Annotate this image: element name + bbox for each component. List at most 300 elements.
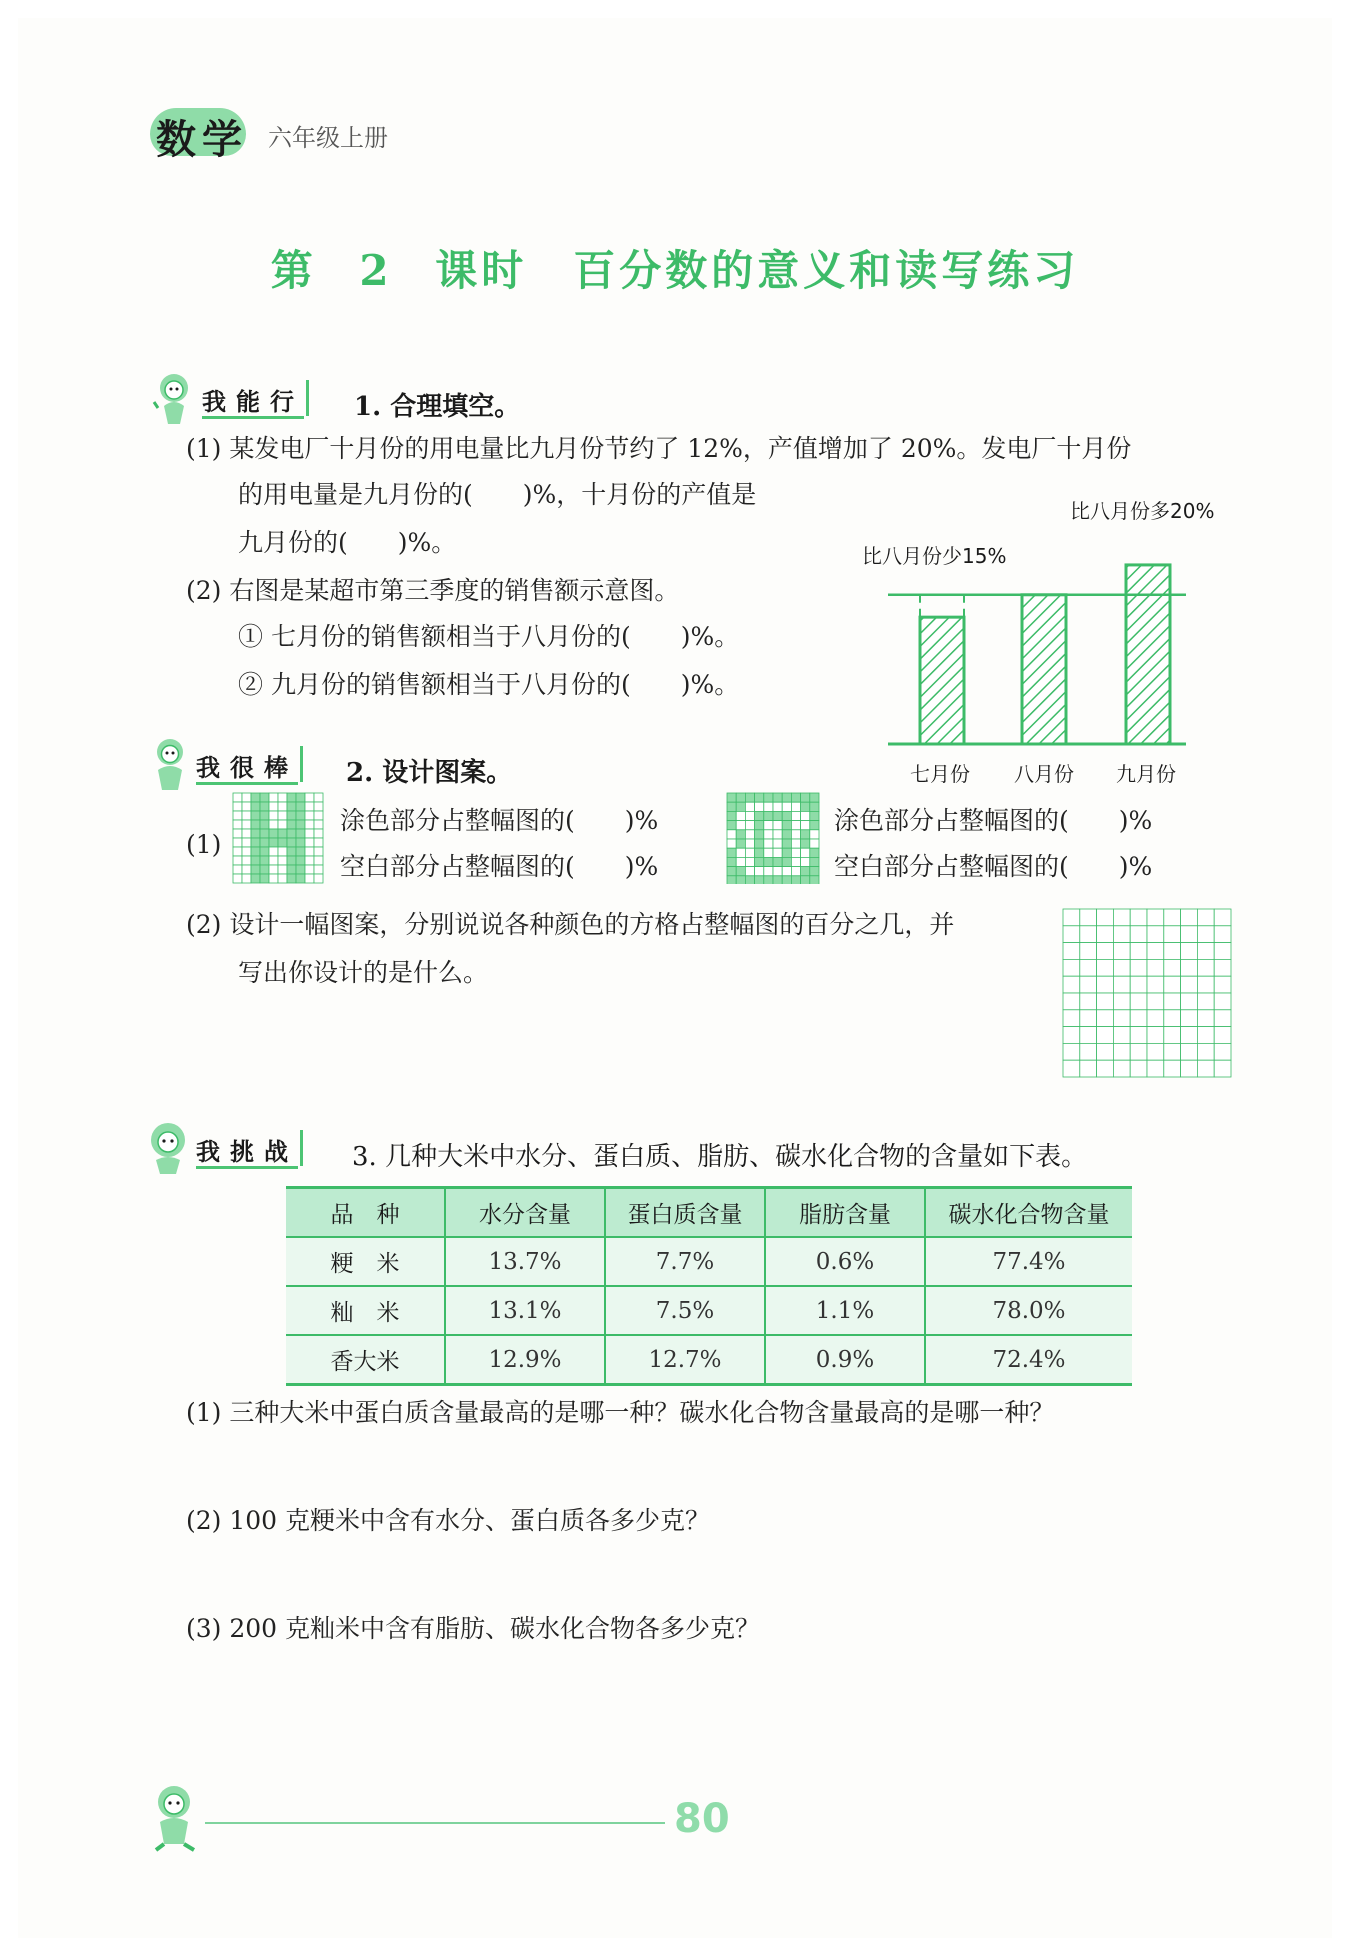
grid-cell <box>287 856 296 865</box>
grid-cell <box>801 811 810 820</box>
grid-cell <box>1164 1043 1181 1060</box>
grid-cell <box>233 856 242 865</box>
grid-cell <box>251 865 260 874</box>
grid-cell <box>810 821 819 830</box>
grid-cell <box>242 820 251 829</box>
grid-cell <box>736 802 745 811</box>
q2-p1-label: (1) <box>186 830 222 859</box>
pattern-b-grid <box>726 792 820 884</box>
right-blank-text: 空白部分占整幅图的( )% <box>834 852 1153 881</box>
grid-cell <box>233 811 242 820</box>
grid-cell <box>251 847 260 856</box>
grid-cell <box>269 820 278 829</box>
grid-cell <box>260 856 269 865</box>
grid-cell <box>1130 1060 1147 1077</box>
section-underline <box>202 416 304 419</box>
grid-cell <box>764 830 773 839</box>
grid-cell <box>1197 926 1214 943</box>
mascot-icon <box>150 368 200 426</box>
rice-table <box>286 1186 1132 1386</box>
table-cell: 13.7% <box>445 1237 605 1286</box>
grid-cell <box>745 802 754 811</box>
grid-cell <box>745 839 754 848</box>
grid-cell <box>1097 1060 1114 1077</box>
grid-cell <box>1063 959 1080 976</box>
grid-cell <box>278 829 287 838</box>
grid-cell <box>745 830 754 839</box>
table-row <box>286 1335 1132 1385</box>
grid-cell <box>736 821 745 830</box>
grid-cell <box>287 802 296 811</box>
grid-cell <box>791 876 800 884</box>
grid-cell <box>810 811 819 820</box>
grid-cell <box>755 811 764 820</box>
grid-cell <box>1147 1060 1164 1077</box>
grid-cell <box>1147 976 1164 993</box>
grid-cell <box>305 838 314 847</box>
section-badge-1 <box>150 378 320 422</box>
grid-cell <box>791 802 800 811</box>
grid-cell <box>801 802 810 811</box>
grid-cell <box>764 867 773 876</box>
grid-cell <box>791 867 800 876</box>
grid-cell <box>1147 926 1164 943</box>
table-cell: 0.9% <box>765 1335 925 1385</box>
grid-cell <box>1197 1043 1214 1060</box>
grid-cell <box>251 793 260 802</box>
grid-cell <box>1164 976 1181 993</box>
grid-cell <box>1080 926 1097 943</box>
grid-cell <box>764 876 773 884</box>
grid-cell <box>1181 959 1198 976</box>
grid-cell <box>233 820 242 829</box>
grid-cell <box>1164 926 1181 943</box>
grid-cell <box>1214 943 1231 960</box>
grid-cell <box>305 811 314 820</box>
grid-cell <box>773 848 782 857</box>
grid-cell <box>1113 943 1130 960</box>
grid-cell <box>773 821 782 830</box>
grid-cell <box>764 857 773 866</box>
grid-cell <box>810 857 819 866</box>
grid-cell <box>296 856 305 865</box>
grid-cell <box>1113 976 1130 993</box>
grid-cell <box>773 857 782 866</box>
grid-cell <box>801 830 810 839</box>
grid-cell <box>745 857 754 866</box>
mascot-icon <box>144 734 194 792</box>
grid-cell <box>233 874 242 883</box>
grid-cell <box>764 839 773 848</box>
grid-cell <box>287 838 296 847</box>
grid-cell <box>791 811 800 820</box>
grid-cell <box>242 865 251 874</box>
left-blank-text: 空白部分占整幅图的( )% <box>340 852 659 881</box>
grid-cell <box>1063 909 1080 926</box>
grid-cell <box>314 865 323 874</box>
grid-cell <box>1080 943 1097 960</box>
q2-p2-line1: (2) 设计一幅图案，分别说说各种颜色的方格占整幅图的百分之几，并 <box>186 910 955 939</box>
grid-cell <box>1130 1027 1147 1044</box>
grid-cell <box>233 865 242 874</box>
grid-cell <box>1113 1043 1130 1060</box>
section-badge-2 <box>144 744 314 788</box>
grid-cell <box>269 802 278 811</box>
q3-sub3: (3) 200 克籼米中含有脂肪、碳水化合物各多少克？ <box>186 1614 761 1643</box>
grid-cell <box>1130 926 1147 943</box>
grid-cell <box>791 839 800 848</box>
grid-cell <box>1181 976 1198 993</box>
grid-cell <box>1181 1010 1198 1027</box>
grid-cell <box>1063 976 1080 993</box>
grid-cell <box>260 838 269 847</box>
grid-cell <box>745 848 754 857</box>
grid-cell <box>260 793 269 802</box>
grid-cell <box>773 839 782 848</box>
grid-cell <box>305 874 314 883</box>
grid-cell <box>296 802 305 811</box>
grid-cell <box>1113 909 1130 926</box>
grid-cell <box>727 811 736 820</box>
grid-cell <box>233 847 242 856</box>
grid-cell <box>1197 943 1214 960</box>
grid-cell <box>251 874 260 883</box>
grid-cell <box>1214 976 1231 993</box>
grid-cell <box>755 839 764 848</box>
grid-cell <box>764 848 773 857</box>
table-cell: 72.4% <box>925 1335 1132 1385</box>
grid-cell <box>782 876 791 884</box>
grid-cell <box>260 829 269 838</box>
grid-cell <box>287 847 296 856</box>
grid-cell <box>782 848 791 857</box>
q1-p2-line3: ② 九月份的销售额相当于八月份的( )%。 <box>238 670 740 699</box>
grid-cell <box>764 793 773 802</box>
table-cell: 1.1% <box>765 1286 925 1335</box>
tick-label-aug: 八月份 <box>1014 762 1074 786</box>
grid-cell <box>782 811 791 820</box>
grid-cell <box>260 874 269 883</box>
grid-cell <box>1097 1043 1114 1060</box>
q1-title: 1. 合理填空。 <box>354 392 521 422</box>
grid-cell <box>727 867 736 876</box>
grid-cell <box>801 857 810 866</box>
grid-cell <box>1080 993 1097 1010</box>
grid-cell <box>287 811 296 820</box>
grid-cell <box>296 793 305 802</box>
grid-cell <box>791 793 800 802</box>
grid-cell <box>305 793 314 802</box>
grid-cell <box>801 821 810 830</box>
tick-label-sept: 九月份 <box>1116 762 1176 786</box>
grid-cell <box>791 848 800 857</box>
grid-cell <box>801 876 810 884</box>
grid-cell <box>773 811 782 820</box>
table-header: 碳水化合物含量 <box>925 1188 1132 1238</box>
grid-cell <box>1080 1060 1097 1077</box>
grid-cell <box>1063 1043 1080 1060</box>
grid-cell <box>305 865 314 874</box>
grid-cell <box>1197 909 1214 926</box>
grid-cell <box>755 830 764 839</box>
grid-cell <box>745 793 754 802</box>
grid-cell <box>278 865 287 874</box>
grid-cell <box>242 793 251 802</box>
q3-sub1: (1) 三种大米中蛋白质含量最高的是哪一种？碳水化合物含量最高的是哪一种？ <box>186 1398 1055 1427</box>
grid-cell <box>278 874 287 883</box>
bar-1 <box>920 617 964 744</box>
grid-cell <box>1097 1027 1114 1044</box>
grid-cell <box>1080 959 1097 976</box>
grid-cell <box>314 820 323 829</box>
table-cell: 7.7% <box>605 1237 765 1286</box>
section-label: 我能行 <box>202 388 304 416</box>
section-divider <box>306 380 309 416</box>
grid-cell <box>1197 1027 1214 1044</box>
annotation-july: 比八月份少15% <box>862 544 1007 568</box>
grid-cell <box>251 856 260 865</box>
grid-cell <box>233 802 242 811</box>
grid-cell <box>278 820 287 829</box>
grid-cell <box>260 820 269 829</box>
design-grid[interactable] <box>1062 908 1232 1078</box>
grid-cell <box>242 856 251 865</box>
grid-cell <box>1214 1027 1231 1044</box>
grid-cell <box>1197 993 1214 1010</box>
section-underline <box>196 1166 298 1169</box>
grid-cell <box>736 839 745 848</box>
grid-cell <box>773 830 782 839</box>
grid-cell <box>1097 976 1114 993</box>
grid-cell <box>1113 993 1130 1010</box>
grid-cell <box>1130 909 1147 926</box>
grid-cell <box>782 821 791 830</box>
grid-cell <box>1080 1027 1097 1044</box>
grid-cell <box>296 820 305 829</box>
grid-cell <box>269 847 278 856</box>
grid-cell <box>260 865 269 874</box>
grid-cell <box>251 829 260 838</box>
grid-cell <box>1080 1043 1097 1060</box>
grid-cell <box>810 839 819 848</box>
grid-cell <box>810 802 819 811</box>
grid-cell <box>251 811 260 820</box>
grid-cell <box>1181 1060 1198 1077</box>
grid-cell <box>1214 1043 1231 1060</box>
grid-cell <box>1214 909 1231 926</box>
grid-cell <box>314 811 323 820</box>
grid-cell <box>736 793 745 802</box>
q3-title: 3. 几种大米中水分、蛋白质、脂肪、碳水化合物的含量如下表。 <box>352 1142 1088 1172</box>
section-label: 我很棒 <box>196 754 298 782</box>
grid-cell <box>773 793 782 802</box>
grid-cell <box>278 856 287 865</box>
grid-cell <box>755 857 764 866</box>
grid-cell <box>782 867 791 876</box>
grid-cell <box>1063 943 1080 960</box>
grid-cell <box>782 839 791 848</box>
bar-2 <box>1022 595 1066 744</box>
grid-cell <box>278 847 287 856</box>
grid-cell <box>782 830 791 839</box>
table-cell: 78.0% <box>925 1286 1132 1335</box>
grid-cell <box>1147 959 1164 976</box>
grid-cell <box>287 874 296 883</box>
grid-cell <box>278 838 287 847</box>
grid-cell <box>727 793 736 802</box>
grid-cell <box>287 865 296 874</box>
grid-cell <box>810 876 819 884</box>
grid-cell <box>314 802 323 811</box>
grid-cell <box>1147 943 1164 960</box>
grid-cell <box>1197 1010 1214 1027</box>
left-colored-text: 涂色部分占整幅图的( )% <box>340 806 659 835</box>
grid-cell <box>305 829 314 838</box>
grid-cell <box>791 857 800 866</box>
grid-cell <box>755 848 764 857</box>
grid-cell <box>782 802 791 811</box>
grid-cell <box>727 830 736 839</box>
grid-cell <box>314 847 323 856</box>
grid-cell <box>296 865 305 874</box>
grid-cell <box>269 829 278 838</box>
page-number: 80 <box>674 1796 730 1842</box>
grid-cell <box>1113 959 1130 976</box>
grid-cell <box>260 811 269 820</box>
grid-cell <box>1164 993 1181 1010</box>
grid-cell <box>251 820 260 829</box>
grid-cell <box>1147 1010 1164 1027</box>
grid-cell <box>773 867 782 876</box>
table-cell: 77.4% <box>925 1237 1132 1286</box>
grid-cell <box>1063 926 1080 943</box>
grid-cell <box>269 838 278 847</box>
grid-cell <box>1080 909 1097 926</box>
grid-cell <box>1164 959 1181 976</box>
grid-cell <box>736 857 745 866</box>
grid-cell <box>1130 993 1147 1010</box>
grid-cell <box>755 876 764 884</box>
table-cell: 籼 米 <box>286 1286 445 1335</box>
grid-cell <box>727 802 736 811</box>
grid-cell <box>1097 1010 1114 1027</box>
table-header: 蛋白质含量 <box>605 1188 765 1238</box>
grid-cell <box>314 829 323 838</box>
lesson-title: 第 2 课时 百分数的意义和读写练习 <box>270 246 1080 295</box>
grid-cell <box>1130 976 1147 993</box>
grid-cell <box>233 829 242 838</box>
grid-cell <box>1164 1027 1181 1044</box>
grid-cell <box>1113 1027 1130 1044</box>
table-row <box>286 1237 1132 1286</box>
grid-cell <box>242 802 251 811</box>
q1-p2-line2: ① 七月份的销售额相当于八月份的( )%。 <box>238 622 740 651</box>
grid-cell <box>1181 909 1198 926</box>
annotation-sept: 比八月份多20% <box>1070 499 1215 523</box>
subject-title: 数学 <box>156 116 248 163</box>
table-header: 水分含量 <box>445 1188 605 1238</box>
grid-cell <box>1097 943 1114 960</box>
grid-cell <box>251 838 260 847</box>
grid-cell <box>296 847 305 856</box>
grid-cell <box>242 811 251 820</box>
grid-cell <box>801 848 810 857</box>
grid-cell <box>242 838 251 847</box>
grid-cell <box>1181 943 1198 960</box>
grid-cell <box>314 793 323 802</box>
q3-sub2: (2) 100 克粳米中含有水分、蛋白质各多少克？ <box>186 1506 711 1535</box>
grid-cell <box>1197 959 1214 976</box>
grid-cell <box>764 802 773 811</box>
grid-cell <box>1130 943 1147 960</box>
grid-cell <box>1147 993 1164 1010</box>
grid-cell <box>1164 1010 1181 1027</box>
section-badge-3 <box>144 1128 314 1172</box>
grid-cell <box>314 874 323 883</box>
section-divider <box>300 1130 303 1166</box>
grid-cell <box>251 802 260 811</box>
grid-cell <box>278 811 287 820</box>
q2-title: 2. 设计图案。 <box>346 758 513 788</box>
grid-cell <box>1181 1027 1198 1044</box>
grid-cell <box>736 848 745 857</box>
grid-cell <box>287 829 296 838</box>
grid-cell <box>296 874 305 883</box>
grid-cell <box>782 857 791 866</box>
grid-cell <box>287 793 296 802</box>
grid-cell <box>233 838 242 847</box>
grid-cell <box>1214 926 1231 943</box>
grid-cell <box>1147 1027 1164 1044</box>
grid-cell <box>801 839 810 848</box>
table-cell: 12.9% <box>445 1335 605 1385</box>
grid-cell <box>810 848 819 857</box>
q1-p1-line1: (1) 某发电厂十月份的用电量比九月份节约了 12%，产值增加了 20%。发电厂十月份 <box>186 434 1132 463</box>
grid-cell <box>314 838 323 847</box>
grid-cell <box>1130 1043 1147 1060</box>
grid-cell <box>755 867 764 876</box>
grid-cell <box>810 793 819 802</box>
table-header: 品 种 <box>286 1188 445 1238</box>
section-divider <box>300 746 303 782</box>
grid-cell <box>296 838 305 847</box>
grid-cell <box>1214 993 1231 1010</box>
grid-cell <box>727 848 736 857</box>
grid-cell <box>296 829 305 838</box>
grid-cell <box>791 830 800 839</box>
grid-cell <box>269 856 278 865</box>
table-cell: 粳 米 <box>286 1237 445 1286</box>
table-row <box>286 1286 1132 1335</box>
grid-cell <box>745 811 754 820</box>
grid-cell <box>1130 1010 1147 1027</box>
grid-cell <box>242 829 251 838</box>
grid-cell <box>1097 926 1114 943</box>
table-header: 脂肪含量 <box>765 1188 925 1238</box>
section-underline <box>196 782 298 785</box>
grid-cell <box>233 793 242 802</box>
grid-cell <box>1113 926 1130 943</box>
table-cell: 7.5% <box>605 1286 765 1335</box>
grid-cell <box>1214 959 1231 976</box>
q1-p1-line2: 的用电量是九月份的( )%，十月份的产值是 <box>238 480 757 509</box>
grid-cell <box>269 874 278 883</box>
grid-cell <box>745 821 754 830</box>
grid-cell <box>736 867 745 876</box>
grid-cell <box>801 793 810 802</box>
grid-cell <box>736 811 745 820</box>
grid-cell <box>801 867 810 876</box>
